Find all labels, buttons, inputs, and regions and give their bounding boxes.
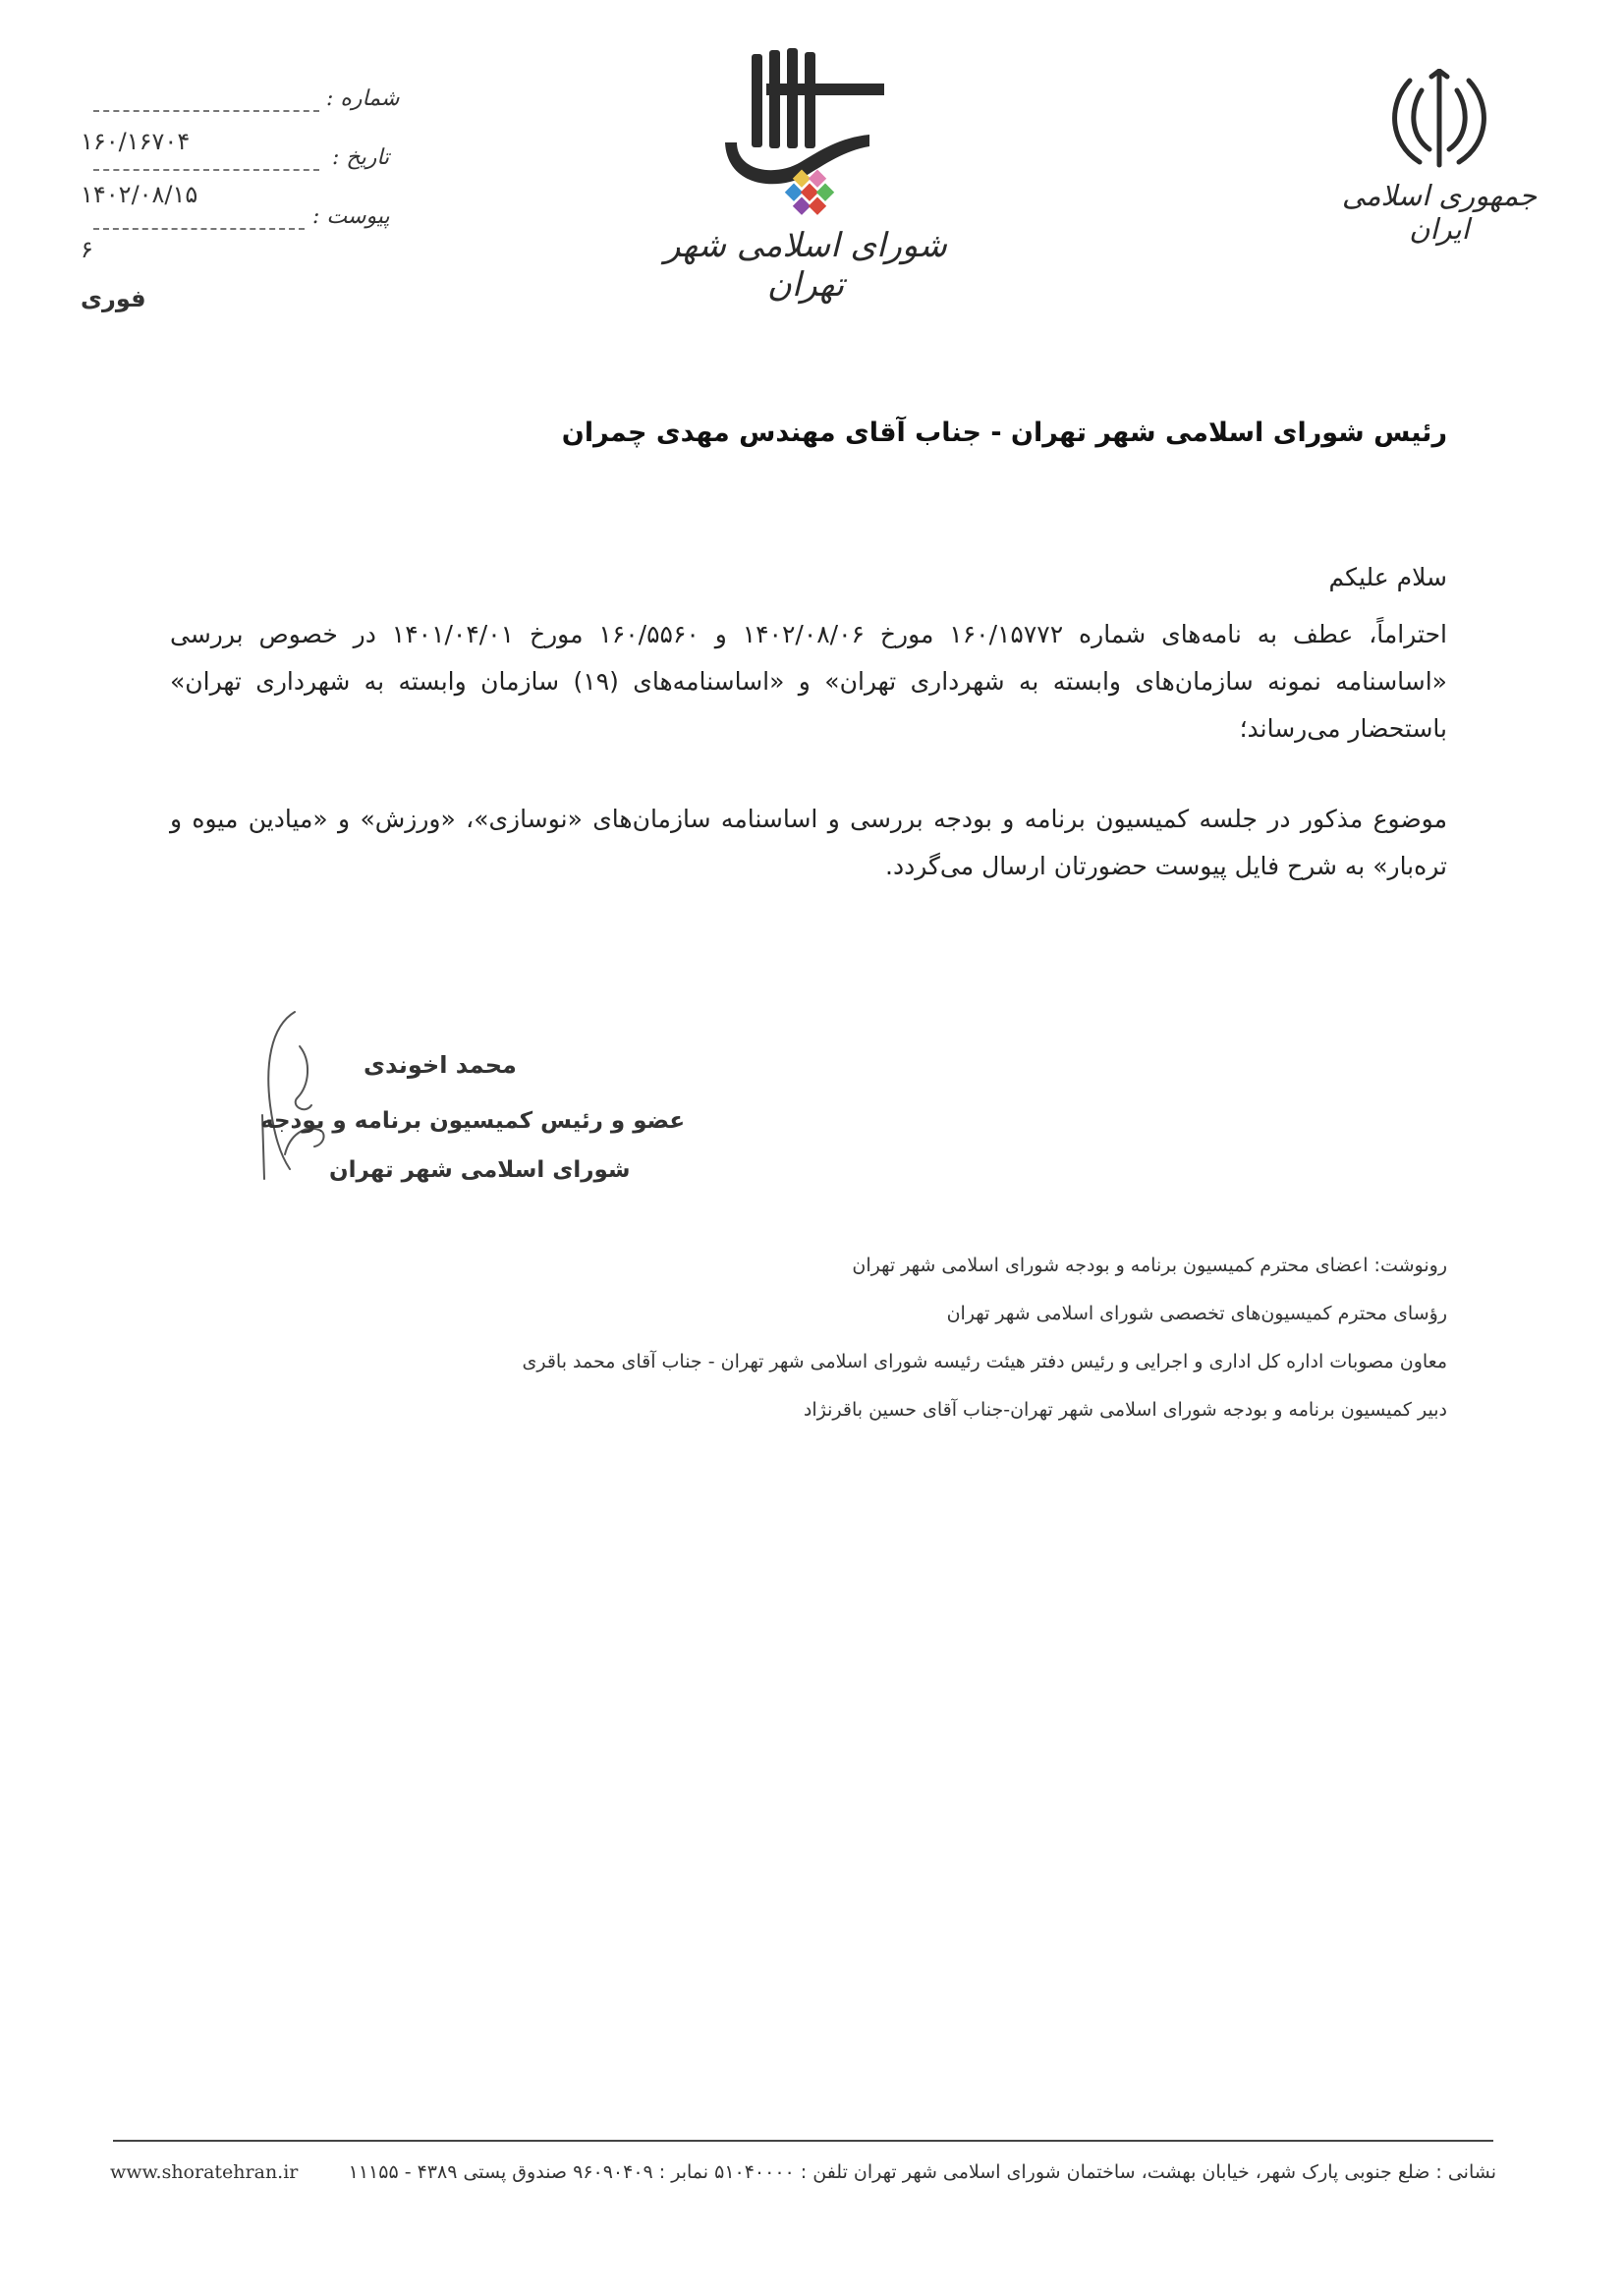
body-paragraph-1: احتراماً، عطف به نامه‌های شماره ۱۶۰/۱۵۷۷۲ مورخ ۱۴۰۲/۰۸/۰۶ و ۱۶۰/۵۵۶۰ مورخ ۱۴۰۱/۰۴/۰۱ در خصوص بررسی «اساسنامه نمونه سازمان‌های وابسته به شهرداری تهران» و «اساسنامه‌های (۱۹) سازمان وابسته به شهرداری تهران» باستحضار می‌رساند؛ — [170, 620, 1447, 743]
signatory-organization: شورای اسلامی شهر تهران — [329, 1157, 631, 1183]
cc-line: دبیر کمیسیون برنامه و بودجه شورای اسلامی شهر تهران-جناب آقای حسین باقرنژاد — [803, 1399, 1447, 1421]
attachment-label: پیوست : — [312, 204, 390, 229]
cc-line: رونوشت: اعضای محترم کمیسیون برنامه و بودجه شورای اسلامی شهر تهران — [852, 1255, 1447, 1276]
addressee: رئیس شورای اسلامی شهر تهران - جناب آقای مهندس مهدی چمران — [561, 418, 1447, 448]
emblem-caption: جمهوری اسلامی ایران — [1341, 179, 1538, 246]
handwritten-signature-icon — [251, 1007, 339, 1184]
number-dotted-line — [93, 110, 319, 112]
council-caption: شورای اسلامی شهر تهران — [664, 226, 947, 305]
letter-date: ۱۴۰۲/۰۸/۱۵ — [81, 181, 198, 208]
letter-number: ۱۶۰/۱۶۷۰۴ — [81, 128, 191, 155]
council-logo — [629, 44, 982, 305]
date-dotted-line — [93, 169, 319, 171]
tehran-council-logo-icon — [629, 44, 982, 231]
attachment-count: ۶ — [81, 236, 93, 263]
signatory-name: محمد اخوندی — [364, 1051, 517, 1079]
iran-emblem — [1316, 69, 1562, 246]
greeting: سلام علیکم — [1328, 563, 1447, 591]
footer-address: نشانی : ضلع جنوبی پارک شهر، خیابان بهشت، ساختمان شورای اسلامی شهر تهران تلفن : ۵۱۰۴۰۰۰۰ نمابر : ۹۶۰۹۰۴۰۹ صندوق پستی ۴۳۸۹ - ۱۱۱۵۵ — [348, 2161, 1496, 2183]
iran-emblem-icon — [1380, 69, 1498, 172]
signatory-title: عضو و رئیس کمیسیون برنامه و بودجه — [260, 1108, 686, 1134]
cc-line: معاون مصوبات اداره کل اداری و اجرایی و رئیس دفتر هیئت رئیسه شورای اسلامی شهر تهران - جناب آقای محمد باقری — [522, 1351, 1447, 1372]
footer-website: www.shoratehran.ir — [110, 2161, 299, 2183]
attachment-dotted-line — [93, 228, 305, 230]
number-label: شماره : — [326, 86, 400, 111]
date-label: تاریخ : — [332, 145, 390, 170]
urgency-mark: فوری — [81, 285, 146, 312]
footer-divider — [113, 2140, 1493, 2142]
cc-line: رؤسای محترم کمیسیون‌های تخصصی شورای اسلامی شهر تهران — [946, 1303, 1447, 1324]
body-paragraph-2: موضوع مذکور در جلسه کمیسیون برنامه و بودجه بررسی و اساسنامه سازمان‌های «نوسازی»، «ورزش» و «میادین میوه و تره‌بار» به شرح فایل پیوست حضورتان ارسال می‌گردد. — [170, 805, 1447, 880]
